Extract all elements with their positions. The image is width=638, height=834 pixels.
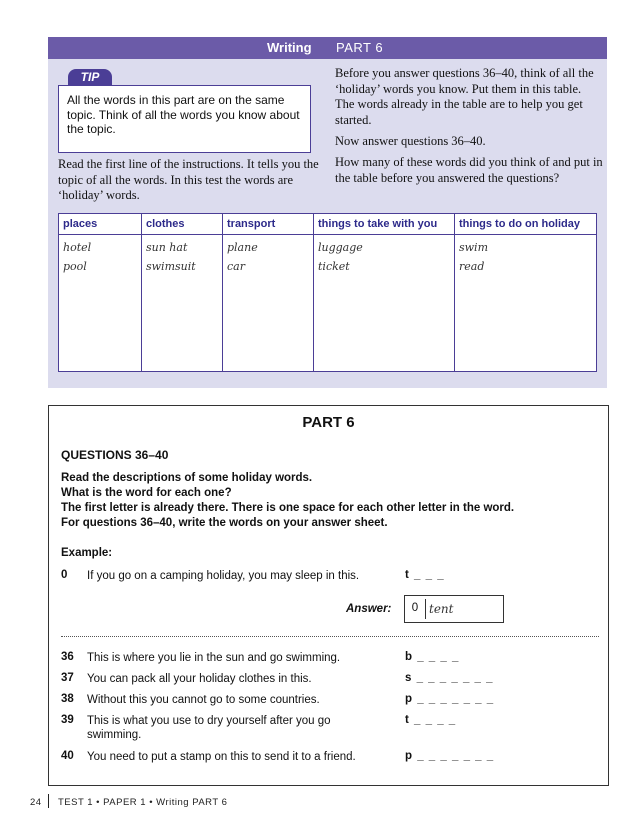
rubric-line: The first letter is already there. There is one space for each other letter in the word. bbox=[61, 502, 515, 514]
question-text: You can pack all your holiday clothes in this. bbox=[87, 673, 312, 685]
answer-label: Answer: bbox=[346, 603, 392, 615]
right-instruction-2: Now answer questions 36–40. bbox=[335, 134, 486, 148]
column-transport bbox=[223, 235, 314, 372]
header-transport: transport bbox=[223, 214, 314, 235]
banner-section: Writing bbox=[267, 40, 312, 55]
table-header-row bbox=[59, 214, 597, 235]
word-cell: hotel bbox=[63, 241, 92, 254]
word-cell: swimsuit bbox=[146, 260, 196, 273]
question-text: This is what you use to dry yourself after you go swimming. bbox=[87, 715, 331, 741]
answer-pattern: t _ _ _ _ bbox=[405, 714, 457, 726]
section-banner bbox=[48, 37, 607, 59]
footer-divider bbox=[48, 794, 49, 808]
questions-heading: QUESTIONS 36–40 bbox=[61, 448, 169, 462]
page-number: 24 bbox=[30, 797, 42, 808]
question-number: 36 bbox=[61, 651, 74, 663]
left-instruction: Read the first line of the instructions. It tells you the topic of all the words. In this test the words are ‘holiday’ words. bbox=[58, 157, 319, 202]
holiday-words-table bbox=[58, 213, 597, 372]
question-text: You need to put a stamp on this to send it to a friend. bbox=[87, 751, 356, 763]
example-answer-box bbox=[404, 595, 504, 623]
table-row bbox=[59, 235, 597, 372]
answer-pattern: p _ _ _ _ _ _ _ bbox=[405, 693, 495, 705]
word-cell: read bbox=[459, 260, 485, 273]
word-cell: luggage bbox=[318, 241, 363, 254]
example-text: If you go on a camping holiday, you may sleep in this. bbox=[87, 570, 360, 582]
writing-part6-intro-panel bbox=[48, 37, 607, 388]
question-number: 39 bbox=[61, 714, 74, 726]
header-things-to-take: things to take with you bbox=[314, 214, 455, 235]
column-things-to-take bbox=[314, 235, 455, 372]
answer-pattern: b _ _ _ _ bbox=[405, 651, 460, 663]
answer-word: tent bbox=[429, 602, 454, 616]
header-places: places bbox=[59, 214, 142, 235]
question-number: 38 bbox=[61, 693, 74, 705]
right-instruction-1: Before you answer questions 36–40, think of all the ‘holiday’ words you know. Put them in this table. The words already in the table are to help you get started. bbox=[335, 66, 594, 127]
word-cell: plane bbox=[227, 241, 258, 254]
word-cell: car bbox=[227, 260, 245, 273]
word-cell: swim bbox=[459, 241, 489, 254]
column-things-to-do bbox=[455, 235, 597, 372]
question-text: Without this you cannot go to some countries. bbox=[87, 694, 320, 706]
column-clothes bbox=[142, 235, 223, 372]
part6-question-box bbox=[48, 405, 609, 786]
dotted-divider bbox=[61, 636, 599, 637]
part-title: PART 6 bbox=[302, 414, 355, 431]
column-places bbox=[59, 235, 142, 372]
header-things-to-do: things to do on holiday bbox=[455, 214, 597, 235]
header-clothes: clothes bbox=[142, 214, 223, 235]
banner-part: PART 6 bbox=[336, 40, 384, 55]
rubric bbox=[61, 471, 601, 531]
question-text: This is where you lie in the sun and go swimming. bbox=[87, 652, 341, 664]
word-cell: sun hat bbox=[146, 241, 188, 254]
word-cell: pool bbox=[63, 260, 87, 273]
footer-text: TEST 1 • PAPER 1 • Writing PART 6 bbox=[58, 797, 228, 808]
rubric-line: For questions 36–40, write the words on your answer sheet. bbox=[61, 517, 388, 529]
right-instruction-3: How many of these words did you think of and put in the table before you answered the questions? bbox=[335, 155, 603, 185]
answer-pattern: s _ _ _ _ _ _ _ bbox=[405, 672, 494, 684]
answer-pattern: p _ _ _ _ _ _ _ bbox=[405, 750, 495, 762]
answer-number: 0 bbox=[405, 599, 426, 619]
question-number: 40 bbox=[61, 750, 74, 762]
rubric-line: Read the descriptions of some holiday words. bbox=[61, 472, 313, 484]
example-pattern: t _ _ _ bbox=[405, 569, 445, 581]
word-cell: ticket bbox=[318, 260, 350, 273]
tip-text: All the words in this part are on the same topic. Think of all the words you know about the topic. bbox=[67, 93, 300, 136]
tip-badge: TIP bbox=[68, 69, 112, 86]
question-number: 37 bbox=[61, 672, 74, 684]
rubric-line: What is the word for each one? bbox=[61, 487, 232, 499]
example-label: Example: bbox=[61, 547, 113, 559]
example-number: 0 bbox=[61, 569, 68, 581]
